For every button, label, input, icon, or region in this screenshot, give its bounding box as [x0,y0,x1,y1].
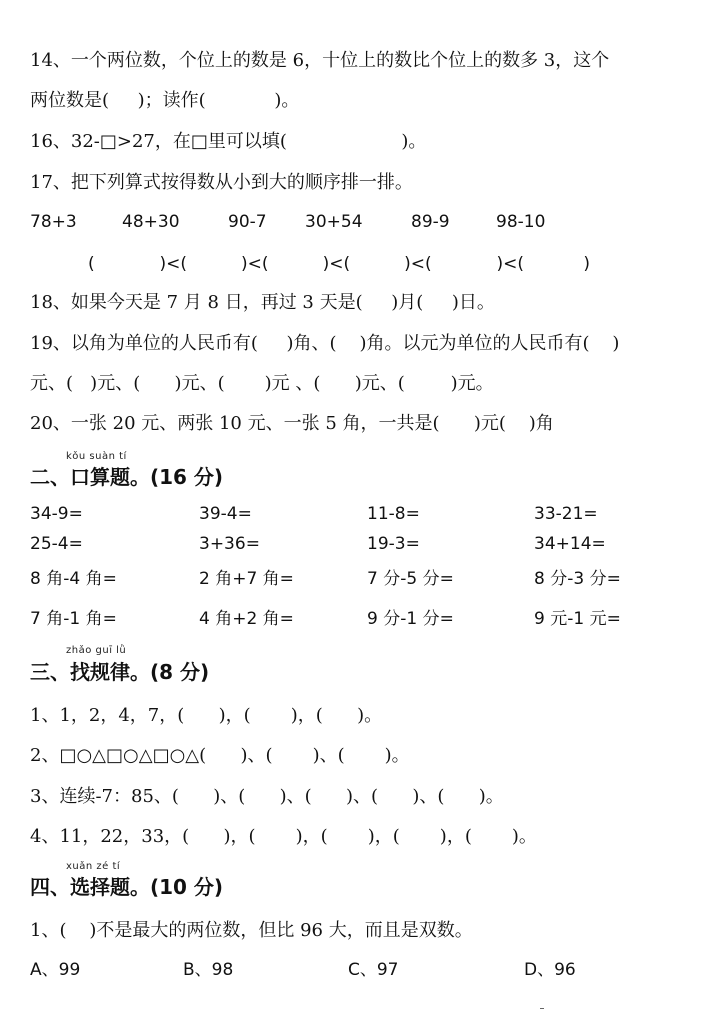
oral-calc-item: 25-4= [30,534,83,554]
section4-title: 四、选择题。(10 分) [30,875,224,899]
section3-pinyin: zhǎo guī lǜ [66,645,127,656]
q17-expr: 89-9 [411,212,450,232]
q17-line: 17、把下列算式按得数从小到大的顺序排一排。 [30,172,413,193]
oral-calc-item: 34+14= [534,534,606,554]
oral-calc-item: 7 分-5 分= [367,569,454,589]
oral-calc-item: 3+36= [199,534,260,554]
section3-title: 三、找规律。(8 分) [30,660,210,684]
q19-line1: 19、以角为单位的人民币有( )角、( )角。以元为单位的人民币有( ) [30,333,620,354]
section4-pinyin: xuǎn zé tí [66,861,121,872]
oral-calc-item: 19-3= [367,534,420,554]
oral-calc-item: 39-4= [199,504,252,524]
q17-expr: 98-10 [496,212,546,232]
oral-calc-item: 8 角-4 角= [30,569,117,589]
choice-question: 1、( )不是最大的两位数，但比 96 大，而且是双数。 [30,920,473,941]
pattern-item: 2、□○△□○△□○△( )、( )、( )。 [30,745,410,766]
q18-line: 18、如果今天是 7 月 8 日，再过 3 天是( )月( )日。 [30,292,495,313]
q14-line1: 14、一个两位数，个位上的数是 6，十位上的数比个位上的数多 3，这个 [30,50,610,71]
oral-calc-item: 33-21= [534,504,598,524]
oral-calc-item: 4 角+2 角= [199,609,294,629]
oral-calc-item: 8 分-3 分= [534,569,621,589]
pattern-item: 4、11，22，33，( )，( )，( )，( )，( )。 [30,826,537,847]
choice-option-c: C、97 [348,960,399,980]
section2-title: 二、口算题。(16 分) [30,465,224,489]
q17-expr: 90-7 [228,212,267,232]
pattern-item: 3、连续-7：85、( )、( )、( )、( )、( )。 [30,786,504,807]
oral-calc-item: 9 分-1 分= [367,609,454,629]
page-mark [540,1008,544,1009]
section2-pinyin: kǒu suàn tí [66,451,127,462]
oral-calc-item: 7 角-1 角= [30,609,117,629]
q17-expr: 78+3 [30,212,77,232]
oral-calc-item: 2 角+7 角= [199,569,294,589]
pattern-item: 1、1，2，4，7，( )，( )，( )。 [30,705,383,726]
oral-calc-item: 34-9= [30,504,83,524]
choice-option-d: D、96 [524,960,576,980]
choice-option-a: A、99 [30,960,81,980]
q16-line: 16、32-□>27，在□里可以填( )。 [30,131,427,152]
q19-line2: 元、( )元、( )元、( )元 、( )元、( )元。 [30,373,494,394]
choice-option-b: B、98 [183,960,234,980]
q17-expr: 30+54 [305,212,363,232]
q20-line: 20、一张 20 元、两张 10 元、一张 5 角，一共是( )元( )角 [30,413,554,434]
oral-calc-item: 9 元-1 元= [534,609,621,629]
q14-line2: 两位数是( )；读作( )。 [30,90,300,111]
q17-order-blanks: ( )<( )<( )<( )<( )<( ) [88,254,591,274]
oral-calc-item: 11-8= [367,504,420,524]
q17-expr: 48+30 [122,212,180,232]
